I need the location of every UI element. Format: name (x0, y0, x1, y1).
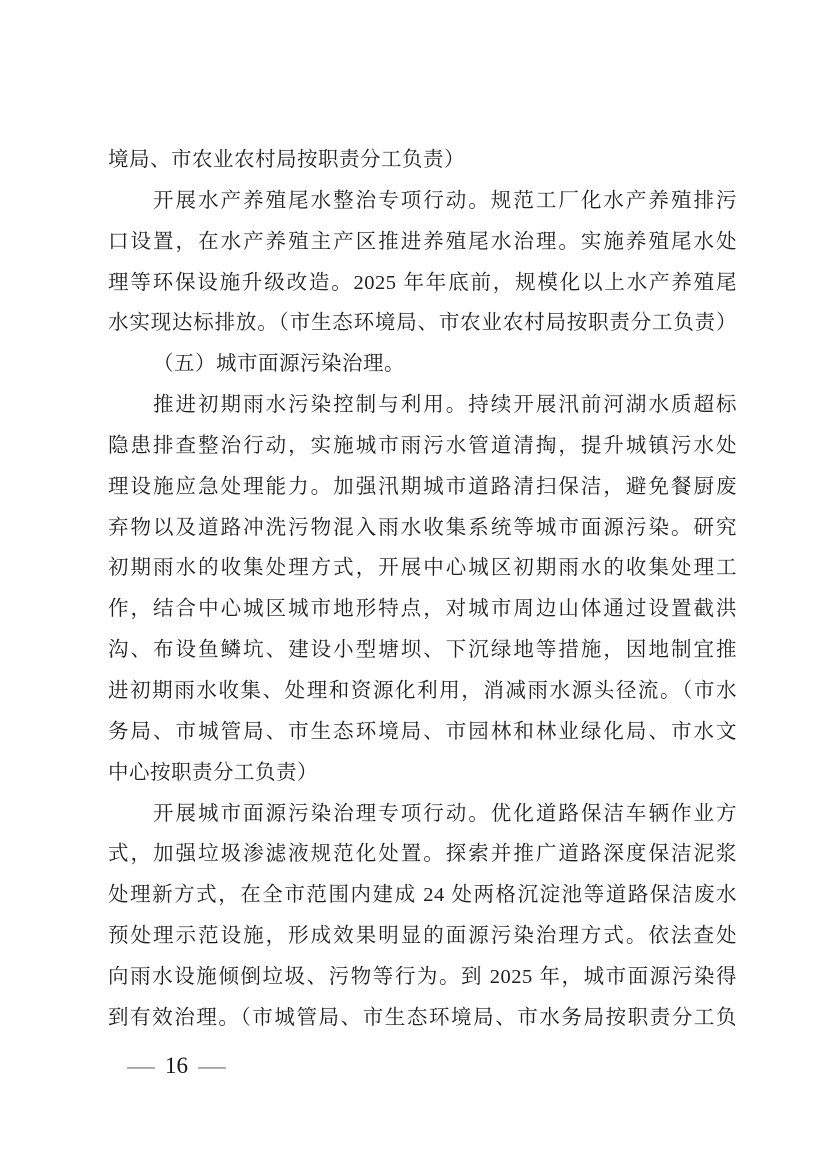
text-line: 到有效治理。（市城管局、市生态环境局、市水务局按职责分工负 (108, 1006, 737, 1029)
text-line: 口设置，在水产养殖主产区推进养殖尾水治理。实施养殖尾水处 (108, 230, 737, 253)
text-line: 初期雨水的收集处理方式，开展中心城区初期雨水的收集处理工 (108, 557, 737, 580)
text-line: 向雨水设施倾倒垃圾、污物等行为。到 2025 年，城市面源污染得 (108, 965, 737, 988)
footer-dash-right: — (198, 1053, 226, 1078)
text-line: 作，结合中心城区城市地形特点，对城市周边山体通过设置截洪 (108, 598, 737, 621)
footer-dash-left: — (127, 1053, 155, 1078)
text-line: 式，加强垃圾渗滤液规范化处置。探索并推广道路深度保洁泥浆 (108, 843, 737, 866)
document-body-text (108, 140, 737, 1039)
text-line: 开展水产养殖尾水整治专项行动。规范工厂化水产养殖排污 (153, 189, 737, 212)
text-line: 进初期雨水收集、处理和资源化利用，消减雨水源头径流。（市水 (108, 679, 737, 702)
text-line: 务局、市城管局、市生态环境局、市园林和林业绿化局、市水文 (108, 720, 737, 743)
section-heading: （五）城市面源污染治理。 (153, 353, 405, 376)
page-footer (127, 1050, 226, 1082)
text-line: 弃物以及道路冲洗污物混入雨水收集系统等城市面源污染。研究 (108, 516, 737, 539)
text-line: 开展城市面源污染治理专项行动。优化道路保洁车辆作业方 (153, 802, 737, 825)
text-line: 预处理示范设施，形成效果明显的面源污染治理方式。依法查处 (108, 925, 737, 948)
text-line: 处理新方式，在全市范围内建成 24 处两格沉淀池等道路保洁废水 (108, 884, 737, 907)
text-line: 沟、布设鱼鳞坑、建设小型塘坝、下沉绿地等措施，因地制宜推 (108, 639, 737, 662)
text-line: 隐患排查整治行动，实施城市雨污水管道清掏，提升城镇污水处 (108, 434, 737, 457)
text-line: 境局、市农业农村局按职责分工负责） (108, 149, 465, 171)
text-line: 理设施应急处理能力。加强汛期城市道路清扫保洁，避免餐厨废 (108, 475, 737, 498)
text-line: 推进初期雨水污染控制与利用。持续开展汛前河湖水质超标 (153, 394, 737, 417)
page-number: 16 (165, 1053, 188, 1078)
text-line: 水实现达标排放。（市生态环境局、市农业农村局按职责分工负责） (108, 312, 737, 335)
text-line: 理等环保设施升级改造。2025 年年底前，规模化以上水产养殖尾 (108, 271, 737, 294)
text-line: 中心按职责分工负责） (108, 761, 318, 784)
